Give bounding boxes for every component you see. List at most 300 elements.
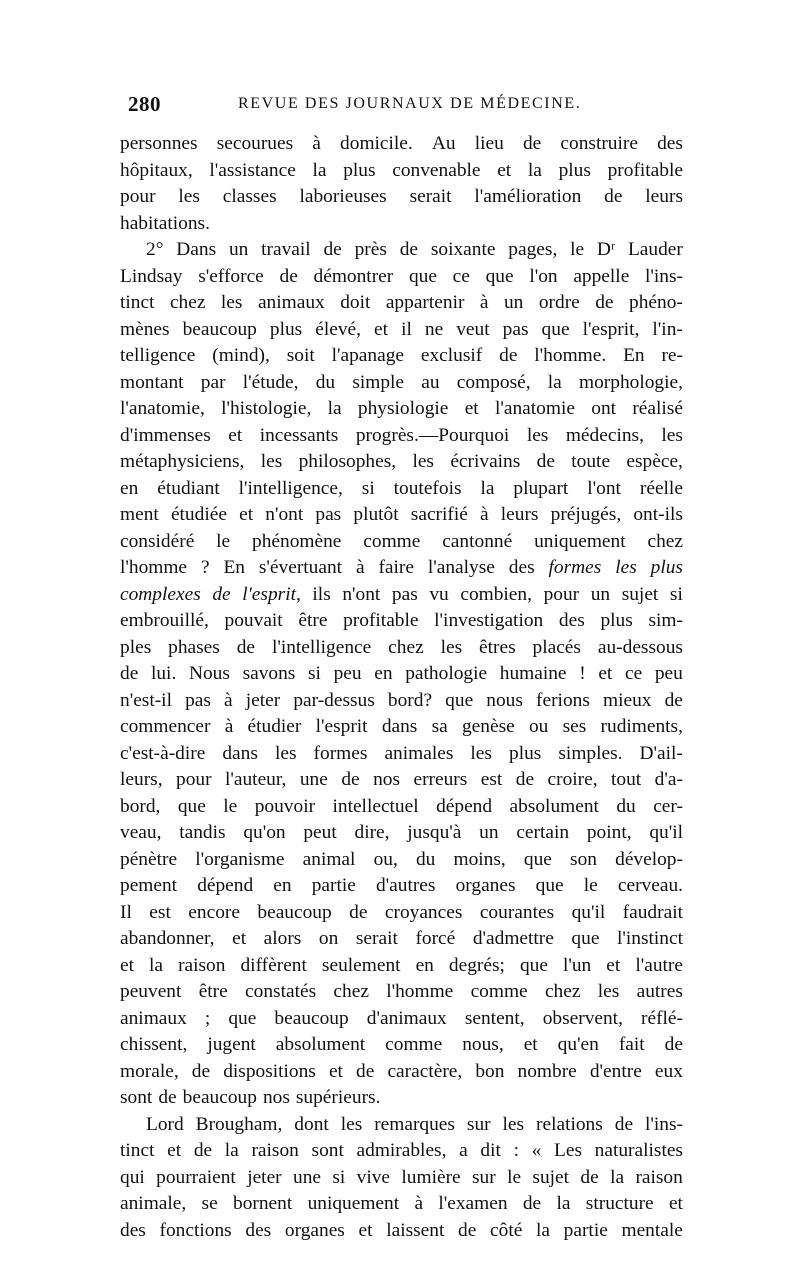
word: de: [323, 239, 342, 260]
word: nos: [262, 1087, 290, 1108]
word: sim-: [648, 610, 683, 631]
word: dépend: [436, 795, 493, 817]
word: cer-: [653, 795, 683, 817]
text-line: [120, 794, 683, 821]
text-line: [120, 1165, 683, 1192]
word: laissent: [386, 1219, 445, 1241]
word: l'anatomie: [495, 398, 575, 419]
word: sentent,: [464, 1007, 525, 1029]
word: les: [412, 451, 434, 472]
text-line: [120, 741, 683, 768]
word: savons: [242, 663, 296, 684]
word: l'autre: [635, 954, 683, 976]
word: d'admettre: [472, 928, 554, 949]
word: et: [358, 1219, 373, 1241]
word: de: [399, 239, 419, 260]
word: un: [479, 822, 499, 843]
word: tinct: [120, 292, 155, 313]
word: organes: [455, 875, 516, 896]
word: embrouillé,: [120, 610, 209, 631]
word: mieux: [603, 689, 652, 711]
word: à: [355, 557, 365, 578]
word: la: [224, 1140, 239, 1161]
word: si: [308, 663, 321, 684]
word: plus: [600, 610, 633, 631]
word: de: [536, 451, 555, 472]
text-line: [120, 423, 683, 450]
word: Dans: [176, 239, 217, 260]
word: de: [349, 901, 368, 923]
word: la: [312, 159, 327, 181]
word: raison: [251, 1140, 299, 1161]
word: de: [515, 769, 535, 790]
word: dire,: [354, 822, 390, 843]
word: s'évertuant: [258, 557, 343, 578]
word: ce: [624, 663, 643, 684]
word: formes: [548, 557, 602, 578]
word: des: [558, 610, 585, 631]
word: d'autres: [375, 875, 436, 896]
word: sujet: [532, 1166, 570, 1188]
word: uniquement: [307, 1193, 400, 1214]
text-line: [120, 264, 683, 291]
text-line: [120, 449, 683, 476]
word: constatés: [245, 981, 317, 1002]
word: intellectuel: [332, 795, 419, 817]
word: du: [415, 848, 436, 870]
word: faudrait: [622, 901, 683, 923]
word: l'assistance: [209, 159, 296, 181]
word: faire: [378, 557, 414, 578]
word: sont: [120, 1087, 153, 1108]
text-line: [120, 661, 683, 688]
word: phases: [168, 636, 220, 658]
word: que: [485, 265, 514, 287]
word: structure: [585, 1193, 654, 1214]
word: mentale: [621, 1219, 683, 1241]
word: la: [149, 954, 164, 976]
word: l'organisme: [195, 848, 285, 870]
text-line: [120, 820, 683, 847]
word: du: [616, 795, 636, 817]
word: cerveau.: [617, 875, 683, 896]
word: les: [260, 451, 283, 472]
word: incessants: [259, 424, 339, 446]
word: que: [445, 689, 474, 711]
word: au-dessous: [597, 636, 683, 658]
word: ment: [120, 504, 159, 525]
word: l'investigation: [434, 610, 544, 631]
text-line: [120, 370, 683, 397]
word: raison: [635, 1166, 683, 1188]
word: près: [354, 239, 387, 260]
word: supérieurs.: [295, 1087, 381, 1108]
word: de: [193, 1140, 213, 1161]
word: abandonner,: [120, 928, 215, 949]
word: chissent,: [120, 1034, 188, 1055]
text-line: [120, 290, 683, 317]
word: et: [374, 318, 389, 340]
word: humaine: [499, 663, 567, 684]
word: habitations.: [120, 212, 210, 234]
word: dont: [294, 1113, 329, 1135]
word: que: [177, 795, 206, 817]
text-line: [120, 1059, 683, 1086]
word: domicile.: [340, 133, 413, 154]
word: re-: [661, 345, 683, 366]
word: que: [571, 928, 600, 949]
word: telligence: [120, 345, 196, 366]
word: ne: [424, 318, 444, 340]
word: Au: [431, 133, 456, 154]
word: profitable: [607, 159, 683, 181]
word: fait: [618, 1034, 645, 1055]
word: à: [224, 689, 233, 711]
word: courantes: [479, 901, 555, 923]
word: les: [526, 424, 549, 446]
word: pouvoir: [254, 795, 316, 817]
word: physiologie: [357, 398, 449, 419]
word: tinct: [120, 1140, 155, 1161]
word: beaucoup: [257, 901, 332, 923]
word: combien,: [460, 583, 532, 605]
word: d'animaux: [366, 1007, 447, 1029]
word: le: [570, 239, 585, 260]
word: un: [228, 239, 249, 260]
word: jusqu'à: [407, 822, 462, 843]
word: l'in-: [652, 318, 683, 340]
word: à: [224, 716, 234, 737]
word: tandis: [179, 822, 226, 843]
word: plus: [269, 318, 303, 340]
text-line: [120, 396, 683, 423]
word: et: [328, 1060, 343, 1082]
word: serait: [409, 186, 452, 207]
word: peu: [333, 663, 362, 684]
word: animaux: [120, 1007, 187, 1029]
word: «: [531, 1140, 542, 1161]
word: si: [361, 477, 375, 499]
text-line: [120, 873, 683, 900]
word: partie: [311, 875, 356, 896]
word: la: [527, 159, 542, 181]
word: étudiant: [157, 477, 220, 499]
word: pathologie: [405, 663, 488, 684]
word: que: [523, 848, 552, 870]
word: le: [216, 530, 231, 552]
word: de: [212, 583, 231, 605]
word: à: [480, 504, 489, 525]
journal-title: REVUE DES JOURNAUX DE MÉDECINE.: [238, 95, 582, 112]
word: l'un: [562, 954, 592, 976]
word: des: [657, 133, 683, 154]
word: plus: [558, 159, 591, 181]
word: si: [669, 583, 683, 605]
word: phénomène: [252, 530, 342, 552]
word: personnes: [120, 133, 198, 154]
word: pourraient: [156, 1166, 236, 1188]
word: l'instinct: [616, 928, 683, 949]
text-line: [120, 343, 683, 370]
word: qu'il: [571, 901, 606, 923]
word: des: [508, 557, 535, 578]
word: jugent: [207, 1034, 256, 1055]
word: élevé,: [315, 318, 362, 340]
word: croire,: [547, 769, 598, 790]
word: un: [590, 583, 611, 605]
word: un: [503, 292, 524, 313]
text-line: [120, 1191, 683, 1218]
word: a: [459, 1140, 468, 1161]
word: les: [597, 981, 620, 1002]
word: l'histologie,: [221, 398, 312, 419]
word: animal: [302, 848, 356, 870]
word: de: [604, 186, 623, 207]
word: tout: [611, 769, 642, 790]
text-line: [120, 317, 683, 344]
word: pement: [120, 875, 178, 896]
word: étudier: [247, 716, 302, 737]
word: écrivains: [450, 451, 521, 472]
word: bon: [475, 1060, 505, 1082]
word: et: [598, 663, 613, 684]
word: l'analyse: [427, 557, 495, 578]
word: partie: [563, 1219, 608, 1241]
word: de: [191, 1060, 211, 1082]
word: réflé-: [641, 1007, 683, 1029]
word: ?: [200, 557, 210, 578]
word: (mind),: [212, 345, 270, 366]
word: en: [273, 875, 292, 896]
word: et: [497, 159, 512, 181]
word: moins,: [453, 848, 506, 870]
text-line: [120, 237, 683, 264]
word: par-dessus: [293, 689, 375, 711]
word: chez: [647, 530, 683, 552]
word: lieu: [474, 133, 504, 154]
word: ;: [204, 1007, 211, 1029]
word: médecins,: [565, 424, 644, 446]
word: ou: [528, 716, 549, 737]
word: mènes: [120, 318, 170, 340]
word: l'apanage: [331, 345, 405, 366]
word: et: [120, 954, 134, 976]
word: leurs,: [120, 769, 163, 790]
word: toutefois: [393, 477, 462, 499]
word: l'esprit,: [242, 583, 301, 605]
word: leurs: [500, 504, 539, 525]
word: de: [614, 1113, 634, 1135]
word: n'est-il: [120, 689, 172, 711]
word: animales: [384, 742, 454, 764]
word: ce: [452, 265, 470, 287]
word: soixante: [430, 239, 496, 260]
word: vu: [429, 583, 449, 605]
word: il: [401, 318, 412, 340]
word: de: [522, 1193, 542, 1214]
word: Dʳ: [596, 239, 616, 260]
word: pas: [391, 583, 418, 605]
word: de: [595, 292, 614, 313]
word: ont: [591, 398, 617, 419]
word: profitable: [343, 610, 419, 631]
word: son: [570, 848, 597, 870]
word: comme: [385, 1034, 443, 1055]
word: complexes: [120, 583, 201, 605]
word: leurs: [645, 186, 683, 207]
word: appelle: [573, 265, 630, 287]
word: classes: [222, 186, 277, 207]
word: métaphysiciens,: [120, 451, 245, 472]
word: sacrifié: [410, 504, 468, 525]
word: l'ont: [587, 477, 621, 499]
word: lumière: [401, 1166, 461, 1188]
text-line: [120, 184, 683, 211]
text-line: [120, 131, 683, 158]
page-number: 280: [128, 92, 161, 116]
word: on: [318, 928, 339, 949]
word: absolument: [275, 1034, 366, 1055]
word: pénètre: [120, 848, 178, 870]
word: les: [220, 292, 243, 313]
word: dans: [222, 742, 258, 764]
word: à: [479, 292, 489, 313]
word: l'intelligence,: [238, 477, 343, 499]
word: espèce,: [626, 451, 683, 472]
word: par: [200, 371, 226, 393]
text-line: [120, 714, 683, 741]
word: pouvait: [224, 610, 283, 631]
word: Nous: [188, 663, 230, 684]
word: nos: [373, 769, 401, 790]
word: que: [408, 265, 437, 287]
word: dit: [480, 1140, 501, 1161]
word: la: [556, 1193, 571, 1214]
word: à: [312, 133, 321, 154]
word: et: [239, 504, 254, 525]
text-line: [120, 1085, 683, 1112]
word: être: [198, 981, 228, 1002]
word: phéno-: [629, 292, 683, 313]
word: En: [623, 345, 645, 366]
text-line: [120, 582, 683, 609]
word: et: [464, 398, 479, 419]
word: Lauder: [627, 239, 683, 260]
word: le: [223, 795, 238, 817]
word: forcé: [415, 928, 456, 949]
word: animale,: [120, 1193, 187, 1214]
word: de: [522, 133, 542, 154]
word: chez: [169, 292, 206, 313]
word: en: [374, 663, 393, 684]
word: chez: [388, 636, 424, 658]
word: à: [414, 1193, 424, 1214]
word: sur: [472, 1166, 496, 1188]
word: s'efforce: [198, 265, 264, 287]
word: formes: [313, 742, 368, 764]
text-line: [120, 1138, 683, 1165]
word: placés: [532, 636, 581, 658]
word: veau,: [120, 822, 162, 843]
word: c'est-à-dire: [120, 742, 206, 764]
word: de: [158, 1087, 177, 1108]
word: et: [232, 928, 247, 949]
word: pas: [185, 689, 211, 711]
word: nous: [486, 689, 523, 711]
word: hôpitaux,: [120, 159, 193, 181]
word: diffèrent: [240, 954, 307, 976]
word: et: [167, 1140, 182, 1161]
word: ses: [562, 716, 587, 737]
word: de: [279, 265, 298, 287]
word: fonctions: [159, 1219, 232, 1241]
text-line: [120, 900, 683, 927]
text-line: [120, 847, 683, 874]
word: observent,: [542, 1007, 623, 1029]
word: pour: [543, 583, 580, 605]
word: commencer: [120, 716, 211, 737]
word: les: [178, 186, 200, 207]
word: composé,: [456, 371, 531, 393]
word: beaucoup: [274, 1007, 349, 1029]
word: l'esprit: [315, 716, 368, 737]
word: êtres: [479, 636, 516, 658]
word: ou,: [373, 848, 398, 870]
word: une: [293, 1166, 321, 1188]
word: l'homme: [120, 557, 188, 578]
word: nombre: [517, 1060, 577, 1082]
word: le: [583, 875, 598, 896]
word: dépend: [197, 875, 254, 896]
word: certain: [516, 822, 570, 843]
word: construire: [560, 133, 638, 154]
word: de: [664, 689, 683, 711]
text-line: [120, 555, 683, 582]
word: pour: [176, 769, 212, 790]
word: plus: [650, 557, 683, 578]
word: n'ont: [265, 504, 304, 525]
word: démontrer: [313, 265, 394, 287]
word: croyances: [384, 901, 463, 923]
word: la: [327, 398, 342, 419]
word: d'entre: [589, 1060, 642, 1082]
word: les: [440, 636, 463, 658]
word: être: [298, 610, 328, 631]
text-line: [120, 979, 683, 1006]
text-line: [120, 767, 683, 794]
word: En: [223, 557, 245, 578]
word: les: [502, 1113, 525, 1135]
word: Les: [554, 1140, 582, 1161]
word: ferions: [536, 689, 590, 711]
word: qui: [120, 1166, 145, 1188]
word: réalisé: [632, 398, 683, 419]
word: l'étude,: [242, 371, 299, 393]
word: bord?: [387, 689, 433, 711]
word: des: [245, 1219, 272, 1241]
word: préjugés,: [550, 504, 622, 525]
word: naturalistes: [594, 1140, 683, 1161]
text-line: [120, 1218, 683, 1245]
word: l'auteur,: [225, 769, 287, 790]
word: qu'en: [557, 1034, 599, 1055]
word: alors: [263, 928, 302, 949]
word: seulement: [321, 954, 401, 976]
word: Lord: [146, 1113, 184, 1135]
word: plus: [343, 159, 376, 181]
word: étudiée: [170, 504, 227, 525]
word: de: [120, 663, 139, 684]
